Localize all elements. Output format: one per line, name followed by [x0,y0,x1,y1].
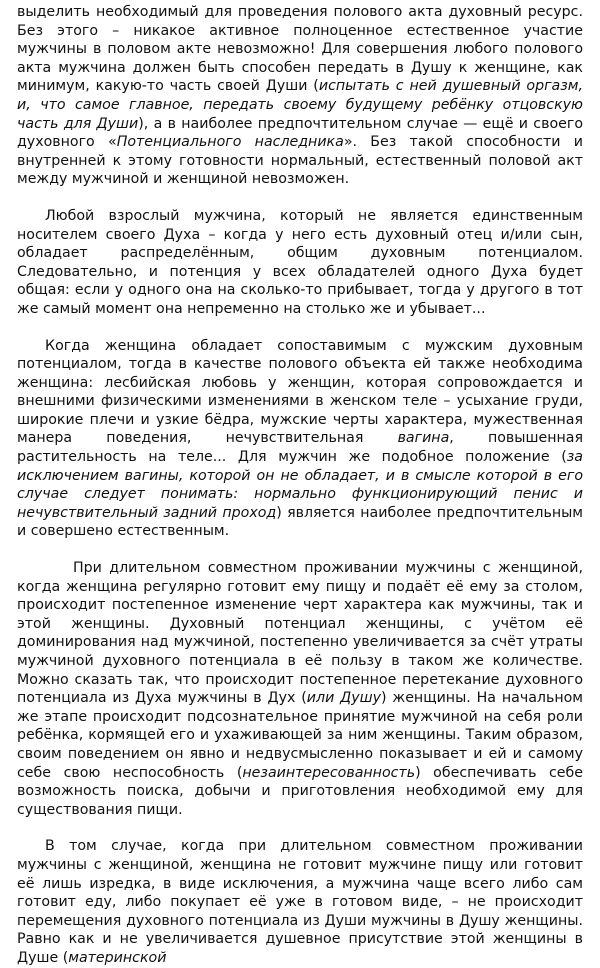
body-text: Любой взрослый мужчина, который не является единственным носителем своего Духа – когда у него есть духовный отец и/или сын, обладает распределённым, общим духовным потенциалом. Следовательно, и потенция у всех обладателей одного Духа будет общая: если у одного она на сколько-то прибывает, тогда у другого в тот же самый момент она непременно на столько же и убывает... [17,207,583,317]
italic-text: вагина [397,430,450,447]
body-text: При длительном совместном проживании мужчины с женщиной, когда женщина регулярно готовит ему пищу и подаёт её ему за столом, происходит постепенное изменение черт характера как мужчины, так и этой женщины. Духовный потенциал женщины, с учётом её доминирования над мужчиной, постепенно увеличивается за счёт утраты мужчиной духовного потенциала в её пользу в таком же количестве. Можно сказать так, что происходит постепенное перетекание духовного потенциала из Духа мужчины в Дух ( [17,560,583,707]
italic-text: за исключением вагины, которой он не обладает, и в смысле которой в его случае следует понимать: нормально функционирующий пенис и нечувствительный задний проход [17,449,583,521]
paragraph-4 [17,559,583,819]
body-text: , повышенная растительность на теле... Для мужчин же подобное положение ( [17,430,583,466]
paragraph-2 [17,207,583,319]
italic-text: незаинтересованность [242,764,416,781]
body-text: ) женщины. На начальном же этапе происходит подсознательное принятие мужчиной на себя роли ребёнка, кормящей его и ухаживающей за ним женщины. Таким образом, своим поведением он явно и недвусмысленно показывает и ей и самому себе свою неспособность ( [17,690,583,781]
italic-text: материнской [68,949,167,966]
italic-text: Потенциального наследника [116,134,344,151]
paragraph-3 [17,337,583,542]
italic-text: испытать с ней душевный оргазм, и, что самое главное, передать своему будущему ребёнку отцовскую часть для Души [17,78,584,132]
paragraph-1 [17,3,583,189]
body-text: ) обеспечивать себе возможность поиска, добычи и приготовления необходимой ему для существования пищи. [17,764,583,818]
body-text: ) является наиболее предпочтительным и совершено естественным. [17,504,583,540]
body-text: выделить необходимый для проведения полового акта духовный ресурс. Без этого – никакое активное полноценное естественное участие мужчины в половом акте невозможно! Для совершения любого полового акта мужчина должен быть способен передать в Душу к женщине, как минимум, какую-то часть своей Души ( [17,4,583,95]
italic-text: или Душу [306,690,382,707]
body-text: Когда женщина обладает сопоставимым с мужским духовным потенциалом, тогда в качестве полового объекта ей также необходима женщина: лесбийская любовь у женщин, которая сопровождается и внешними физическими изменениями в женском теле – усыхание груди, широкие плечи и узкие бёдра, мужские черты характера, мужественная манера поведения, нечувствительная [17,337,583,447]
body-text: В том случае, когда при длительном совместном проживании мужчины с женщиной, женщина не готовит мужчине пищу или готовит её лишь изредка, в виде исключения, а мужчина чаще всего либо сам готовит еду, либо покупает её уже в готовом виде, – не происходит перемещения духовного потенциала из Души мужчины в Душу женщины. Равно как и не увеличивается душевное присутствие этой женщины в Душе ( [17,838,583,966]
body-text: ». Без такой способности и внутренней к этому готовности нормальный, естественный половой акт между мужчиной и женщиной невозможен. [17,134,583,188]
paragraph-5 [17,837,583,967]
body-text: ), а в наиболее предпочтительном случае — ещё и своего духовного « [17,115,584,151]
